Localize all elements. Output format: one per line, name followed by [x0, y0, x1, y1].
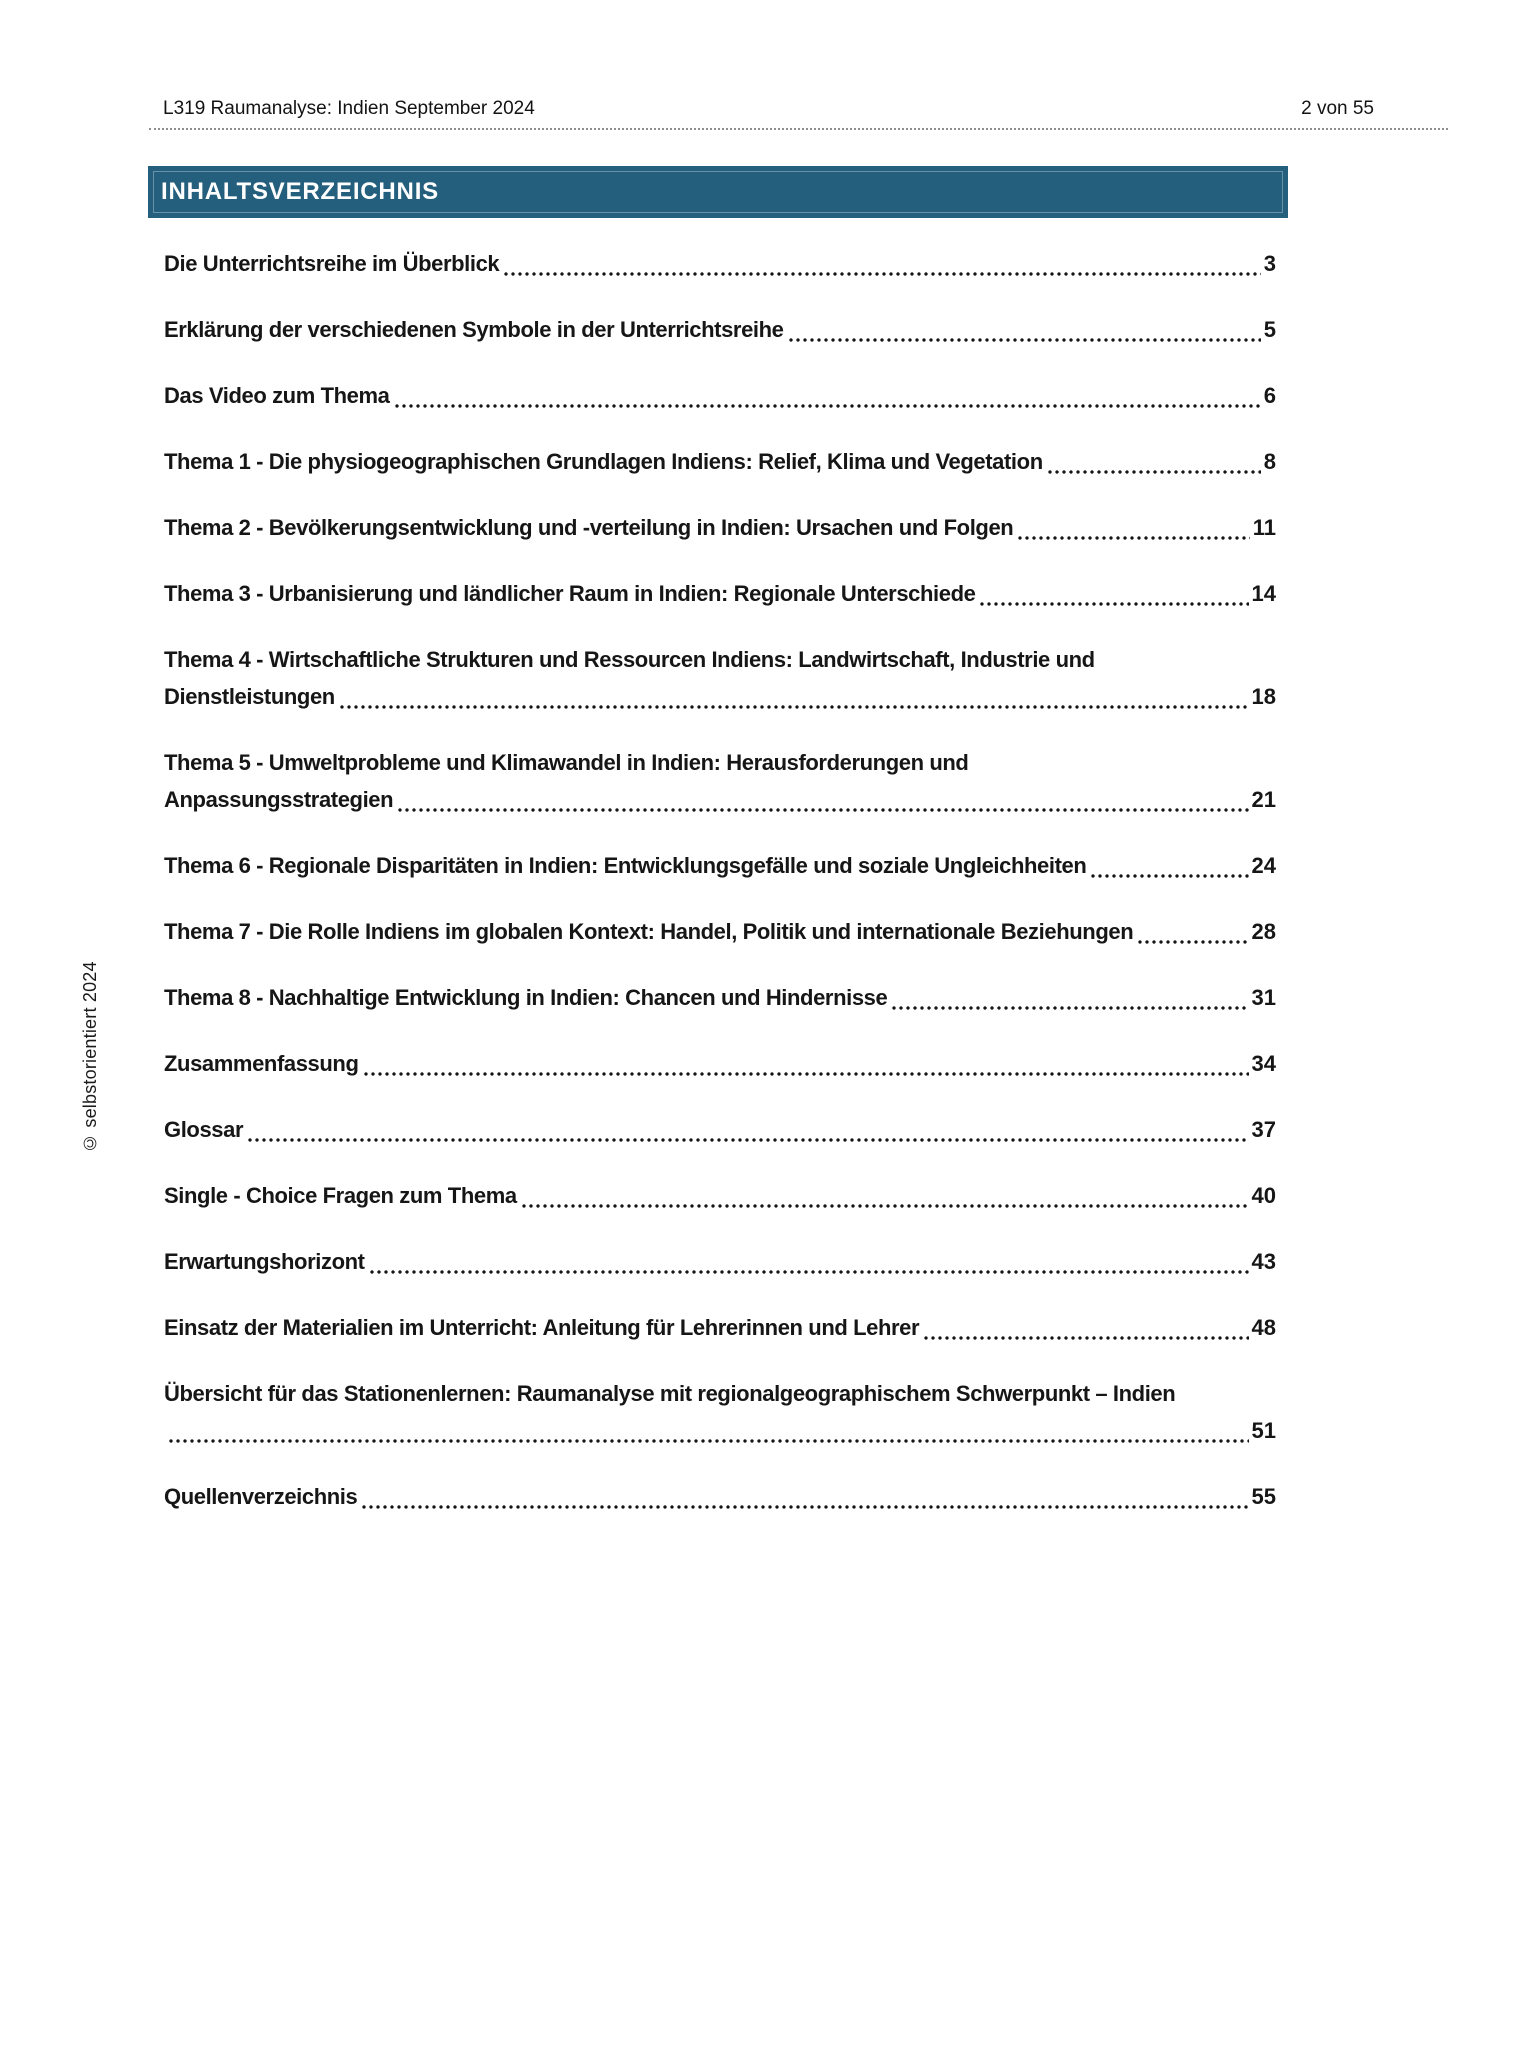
toc-entry[interactable] [164, 744, 1276, 818]
dot-leader [522, 1204, 1249, 1208]
toc-entry-line [164, 744, 1276, 781]
toc-page-number: 55 [1251, 1484, 1276, 1509]
toc-banner [148, 166, 1288, 218]
toc-entry-label: Die Unterrichtsreihe im Überblick [164, 251, 500, 276]
toc-entry[interactable] [164, 509, 1276, 546]
toc-entry-label: Anpassungsstrategien [164, 787, 394, 812]
toc-entry-label: Einsatz der Materialien im Unterricht: Anleitung für Lehrerinnen und Lehrer [164, 1315, 920, 1340]
toc-entry-label: Thema 4 - Wirtschaftliche Strukturen und Ressourcen Indiens: Landwirtschaft, Industrie und [164, 647, 1095, 672]
dot-leader [340, 705, 1249, 709]
toc-page-number: 34 [1251, 1051, 1276, 1076]
dot-leader [1138, 940, 1248, 944]
toc-entry-line [164, 509, 1276, 546]
toc-entry[interactable] [164, 1478, 1276, 1515]
toc-entry-label: Erklärung der verschiedenen Symbole in der Unterrichtsreihe [164, 317, 784, 342]
toc-entry-label: Übersicht für das Stationenlernen: Raumanalyse mit regionalgeographischem Schwerpunkt – Indien [164, 1381, 1176, 1406]
toc-entry-line [164, 678, 1276, 715]
toc-entry-label: Thema 3 - Urbanisierung und ländlicher Raum in Indien: Regionale Unterschiede [164, 581, 976, 606]
toc-page-number: 48 [1251, 1315, 1276, 1340]
dot-leader [1091, 874, 1248, 878]
toc-entry-label: Thema 2 - Bevölkerungsentwicklung und -verteilung in Indien: Ursachen und Folgen [164, 515, 1014, 540]
toc-entry-line [164, 1243, 1276, 1280]
toc-entry-line [164, 443, 1276, 480]
toc-page-number: 24 [1251, 853, 1276, 878]
toc-entry-line [164, 1177, 1276, 1214]
toc-page-number: 5 [1263, 317, 1276, 342]
toc-entry-label: Thema 6 - Regionale Disparitäten in Indien: Entwicklungsgefälle und soziale Ungleichheiten [164, 853, 1087, 878]
toc-entry[interactable] [164, 913, 1276, 950]
toc-page-number: 40 [1251, 1183, 1276, 1208]
toc-page-number: 51 [1251, 1418, 1276, 1443]
toc-entry[interactable] [164, 311, 1276, 348]
toc-banner-inner-border [153, 171, 1283, 213]
dot-leader [980, 602, 1248, 606]
dot-leader [370, 1270, 1249, 1274]
toc-page-number: 31 [1251, 985, 1276, 1010]
toc-entry[interactable] [164, 847, 1276, 884]
toc-entry-label: Quellenverzeichnis [164, 1484, 358, 1509]
toc-page-number: 28 [1251, 919, 1276, 944]
toc-entry-label: Thema 1 - Die physiogeographischen Grundlagen Indiens: Relief, Klima und Vegetation [164, 449, 1043, 474]
toc-entry[interactable] [164, 245, 1276, 282]
toc-title: INHALTSVERZEICHNIS [161, 178, 439, 205]
toc-entry-label: Thema 5 - Umweltprobleme und Klimawandel in Indien: Herausforderungen und [164, 750, 969, 775]
toc-entry-label: Single - Choice Fragen zum Thema [164, 1183, 517, 1208]
toc-entry-line [164, 641, 1276, 678]
toc-entry-line [164, 1309, 1276, 1346]
toc-entry-line [164, 781, 1276, 818]
toc-entry-line [164, 245, 1276, 282]
dot-leader [364, 1072, 1249, 1076]
page-header [149, 70, 1448, 130]
toc-entry-line [164, 1412, 1276, 1449]
toc-entry-line [164, 311, 1276, 348]
dot-leader [248, 1138, 1248, 1142]
toc-entry-line [164, 979, 1276, 1016]
toc-entry[interactable] [164, 575, 1276, 612]
toc-entry-line [164, 1375, 1276, 1412]
dot-leader [1018, 536, 1249, 540]
header-page-indicator: 2 von 55 [1301, 98, 1374, 119]
toc-entry-label: Thema 8 - Nachhaltige Entwicklung in Indien: Chancen und Hindernisse [164, 985, 888, 1010]
toc-entry-label: Dienstleistungen [164, 684, 335, 709]
dot-leader [395, 404, 1261, 408]
toc-page-number: 21 [1251, 787, 1276, 812]
toc-entry-line [164, 1111, 1276, 1148]
toc-entry[interactable] [164, 1375, 1276, 1449]
toc-entry[interactable] [164, 443, 1276, 480]
copyright-vertical-label: © selbstorientiert 2024 [80, 961, 100, 1153]
table-of-contents [164, 245, 1276, 1544]
toc-entry-label: Erwartungshorizont [164, 1249, 365, 1274]
toc-entry-line [164, 377, 1276, 414]
toc-entry-line [164, 1045, 1276, 1082]
dot-leader [169, 1439, 1249, 1443]
toc-page-number: 43 [1251, 1249, 1276, 1274]
toc-entry-line [164, 575, 1276, 612]
toc-entry[interactable] [164, 1111, 1276, 1148]
toc-page-number: 6 [1263, 383, 1276, 408]
toc-entry-line [164, 913, 1276, 950]
toc-page-number: 18 [1251, 684, 1276, 709]
dot-leader [789, 338, 1261, 342]
toc-entry-label: Das Video zum Thema [164, 383, 390, 408]
toc-page-number: 3 [1263, 251, 1276, 276]
toc-entry[interactable] [164, 377, 1276, 414]
toc-entry[interactable] [164, 1309, 1276, 1346]
dot-leader [1048, 470, 1261, 474]
dot-leader [504, 272, 1261, 276]
dot-leader [892, 1006, 1248, 1010]
toc-entry-line [164, 847, 1276, 884]
toc-entry-label: Zusammenfassung [164, 1051, 359, 1076]
toc-entry[interactable] [164, 1045, 1276, 1082]
toc-page-number: 8 [1263, 449, 1276, 474]
toc-entry[interactable] [164, 1177, 1276, 1214]
toc-page-number: 11 [1252, 515, 1276, 540]
toc-page-number: 37 [1251, 1117, 1276, 1142]
toc-entry-label: Thema 7 - Die Rolle Indiens im globalen Kontext: Handel, Politik und internationale Beziehungen [164, 919, 1134, 944]
toc-entry[interactable] [164, 979, 1276, 1016]
dot-leader [924, 1336, 1248, 1340]
dot-leader [362, 1505, 1248, 1509]
header-doc-title: L319 Raumanalyse: Indien September 2024 [163, 98, 535, 119]
dot-leader [398, 808, 1248, 812]
toc-page-number: 14 [1251, 581, 1276, 606]
toc-entry-line [164, 1478, 1276, 1515]
toc-entry-label: Glossar [164, 1117, 244, 1142]
toc-entry[interactable] [164, 1243, 1276, 1280]
toc-entry[interactable] [164, 641, 1276, 715]
